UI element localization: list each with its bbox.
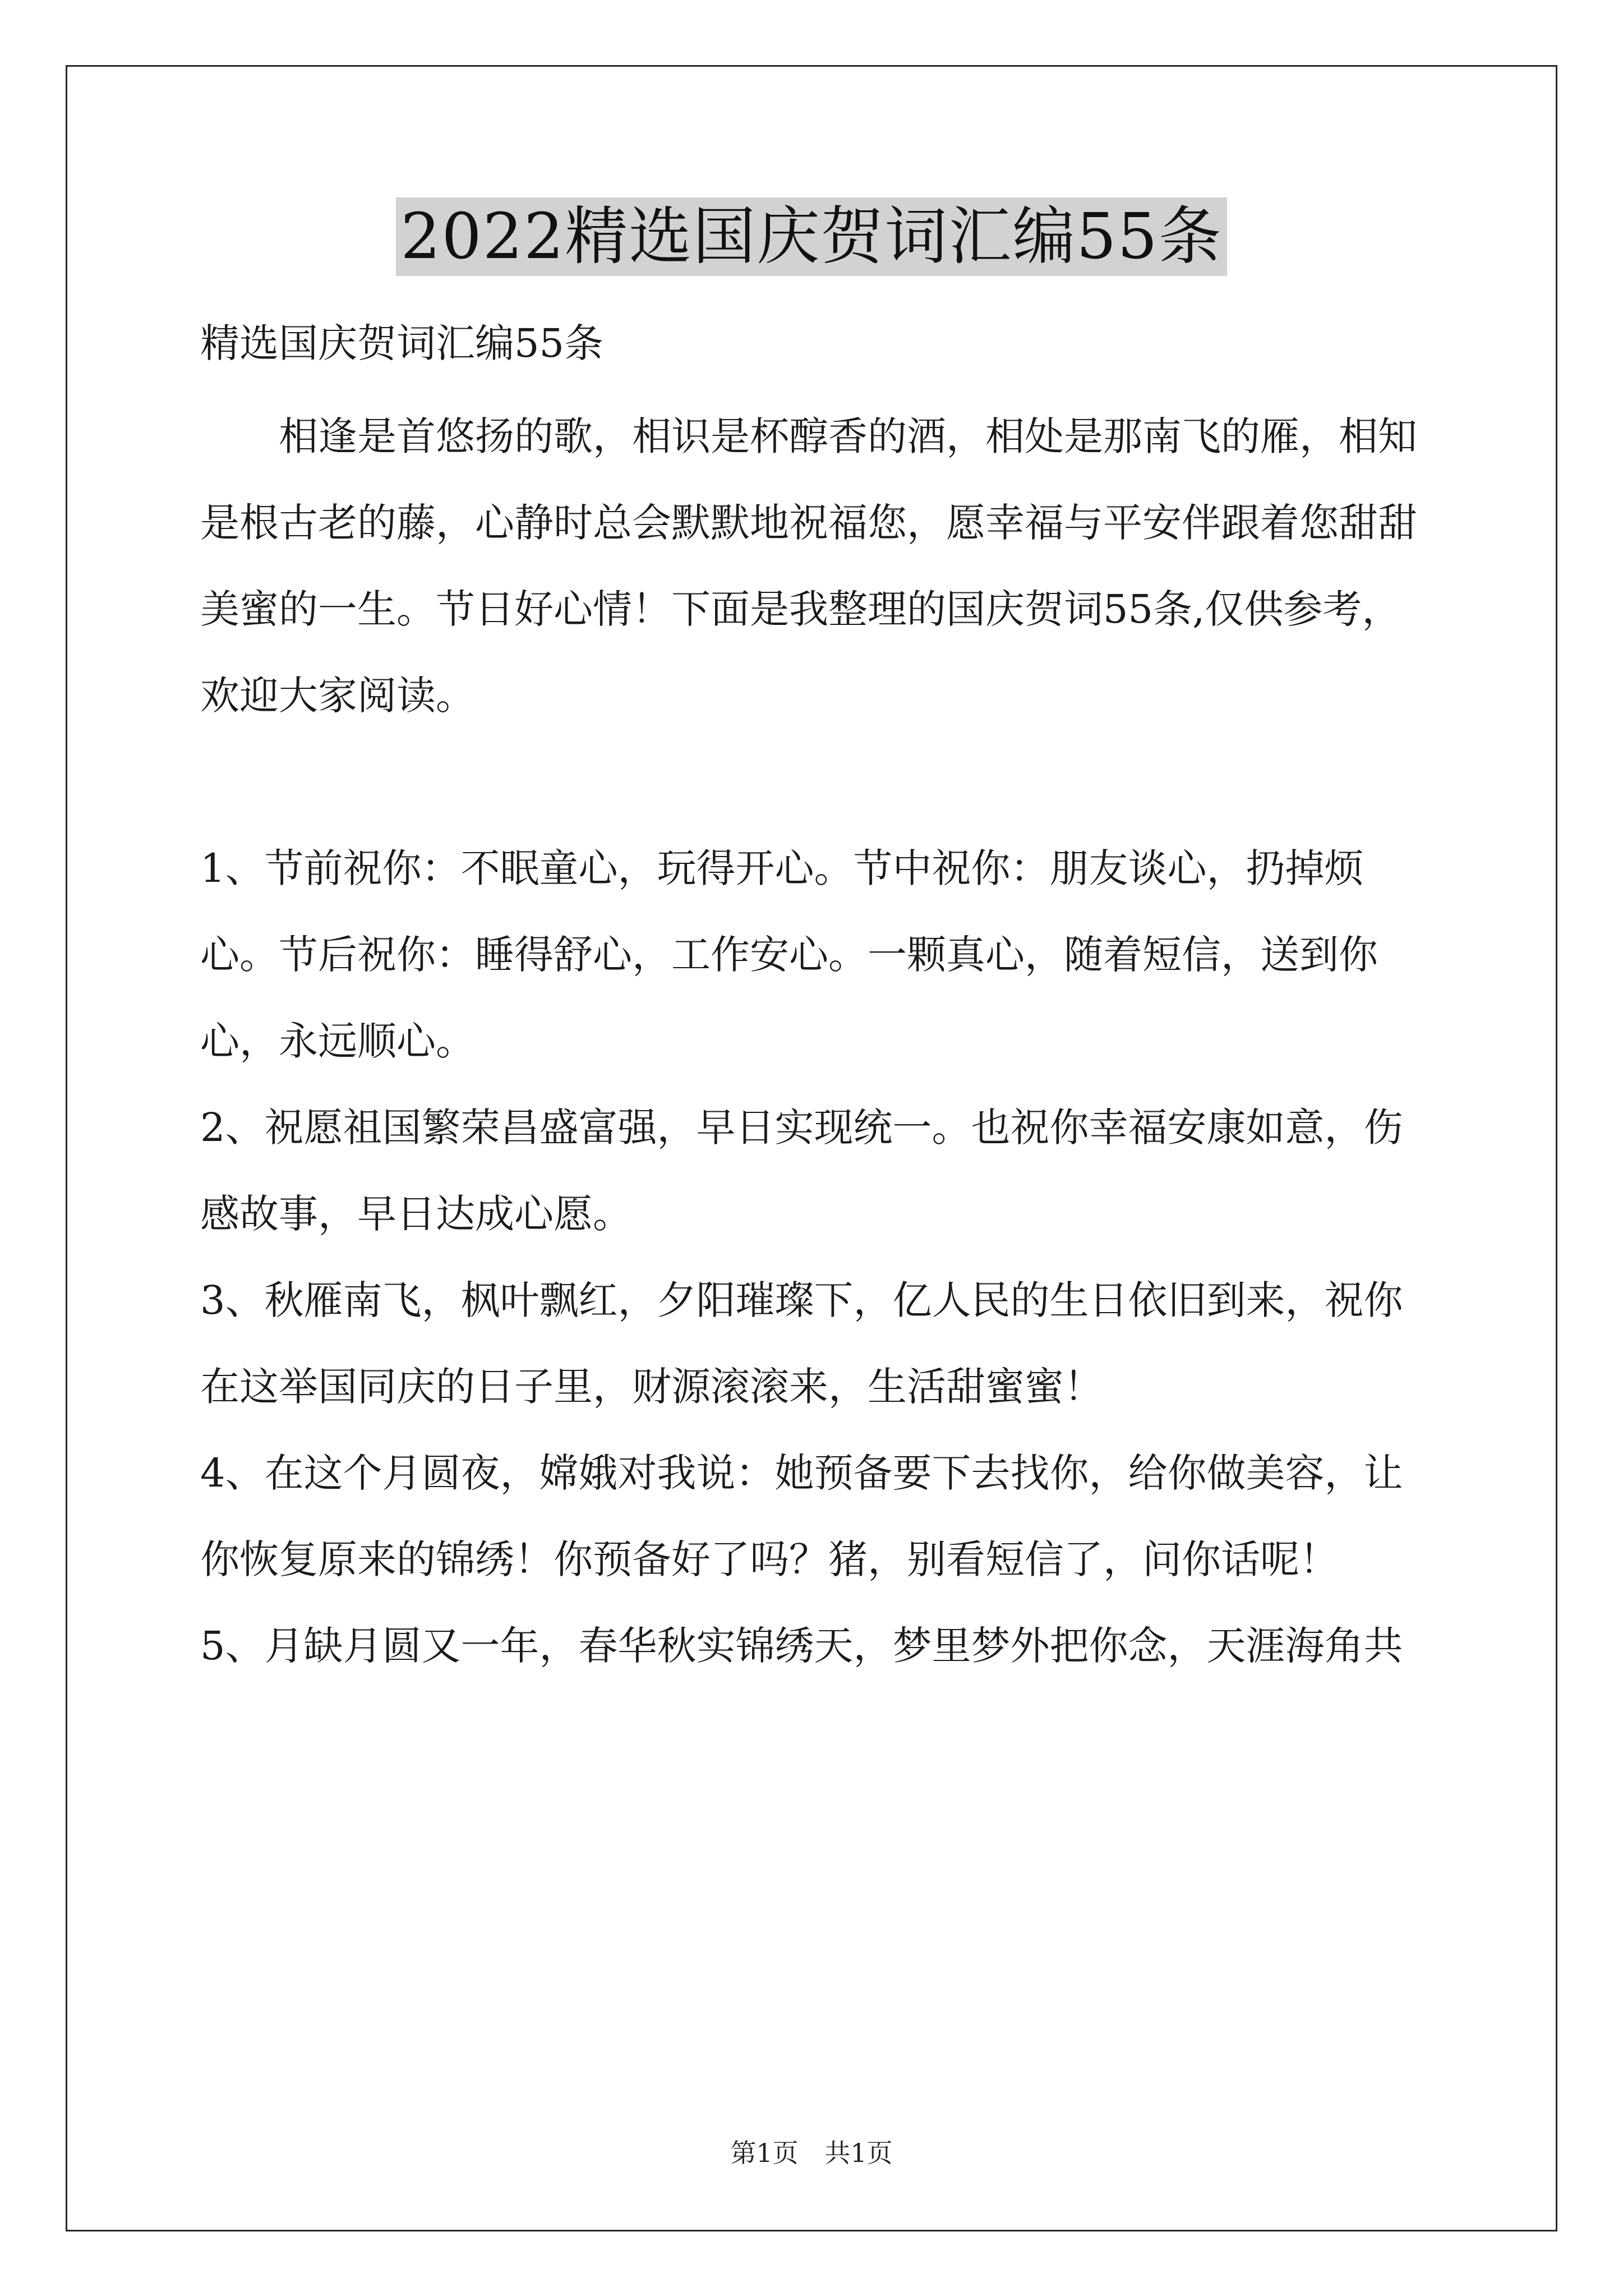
document-title: 2022精选国庆贺词汇编55条 — [396, 197, 1227, 276]
page-number-current: 第1页 — [730, 2138, 799, 2168]
greeting-item-2: 2、祝愿祖国繁荣昌盛富强，早日实现统一。也祝你幸福安康如意，伤感故事，早日达成心愿。 — [200, 1105, 1403, 1237]
page-number-total: 共1页 — [824, 2138, 893, 2168]
intro-paragraph: 相逢是首悠扬的歌，相识是杯醇香的酒，相处是那南飞的雁，相知是根古老的藤，心静时总会默默地祝福您，愿幸福与平安伴跟着您甜甜美蜜的一生。节日好心情！下面是我整理的国庆贺词55条,仅供参考，欢迎大家阅读。 — [200, 413, 1417, 719]
title-wrap — [0, 197, 1623, 276]
document-subtitle: 精选国庆贺词汇编55条 — [200, 320, 604, 366]
paragraph-gap — [200, 739, 1428, 825]
greeting-item-4: 4、在这个月圆夜，嫦娥对我说：她预备要下去找你，给你做美容，让你恢复原来的锦绣！你预备好了吗？猪，别看短信了，问你话呢！ — [200, 1450, 1403, 1582]
page-footer — [0, 2136, 1623, 2170]
greeting-item-3: 3、秋雁南飞，枫叶飘红，夕阳璀璨下，亿人民的生日依旧到来，祝你在这举国同庆的日子里，财源滚滚来，生活甜蜜蜜！ — [200, 1277, 1403, 1410]
greeting-item-1: 1、节前祝你：不眠童心，玩得开心。节中祝你：朋友谈心，扔掉烦心。节后祝你：睡得舒心，工作安心。一颗真心，随着短信，送到你心，永远顺心。 — [200, 845, 1378, 1064]
document-body — [200, 300, 1428, 1689]
greeting-item-5: 5、月缺月圆又一年，春华秋实锦绣天，梦里梦外把你念，天涯海角共 — [200, 1623, 1403, 1669]
